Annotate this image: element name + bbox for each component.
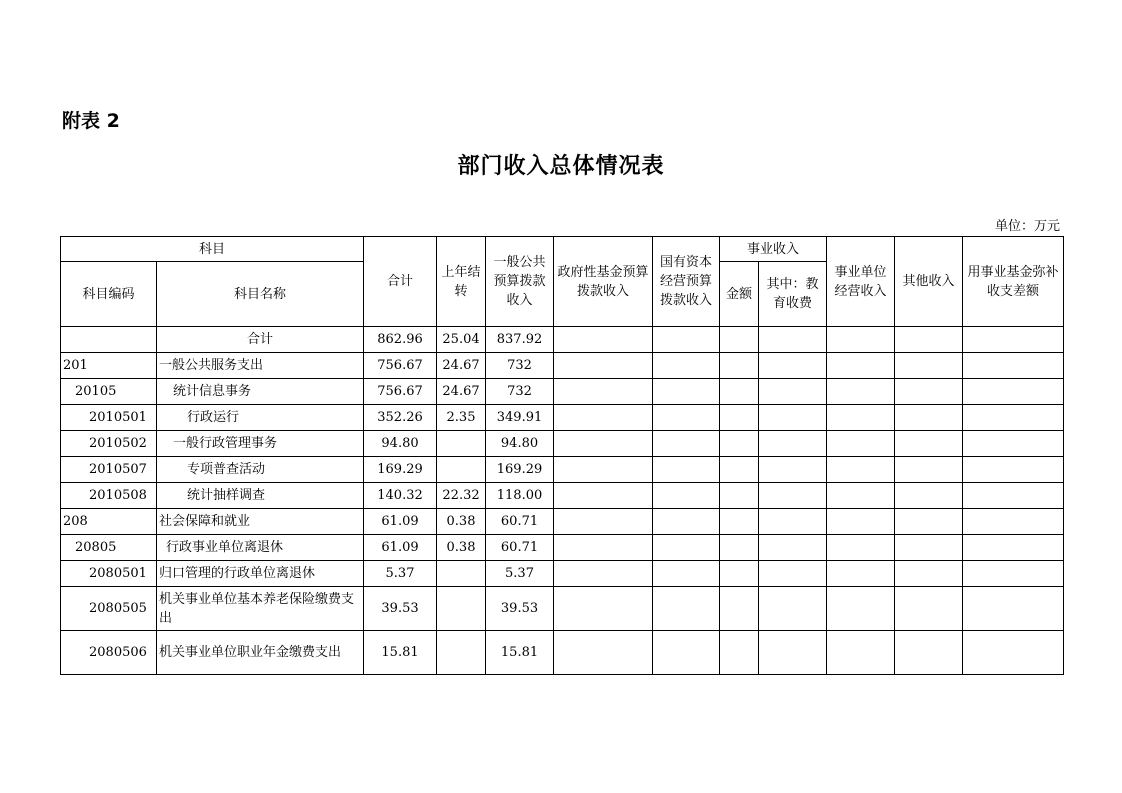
general-budget-cell: 60.71 (486, 535, 554, 561)
subject-name-cell: 一般行政管理事务 (157, 431, 364, 457)
header-state-capital: 国有资本经营预算拨款收入 (653, 237, 720, 327)
general-budget-cell: 5.37 (486, 561, 554, 587)
table-row (61, 379, 1064, 405)
subject-name-cell: 机关事业单位基本养老保险缴费支出 (157, 587, 364, 631)
table-row (61, 353, 1064, 379)
general-budget-cell: 349.91 (486, 405, 554, 431)
table-row (61, 587, 1064, 631)
carryover-cell: 24.67 (437, 379, 486, 405)
subject-code-cell: 20105 (61, 379, 157, 405)
total-code-cell (61, 327, 157, 353)
header-fund-offset: 用事业基金弥补收支差额 (963, 237, 1064, 327)
header-subject-code: 科目编码 (61, 262, 157, 327)
total-cell: 61.09 (364, 509, 437, 535)
carryover-cell (437, 561, 486, 587)
total-carryover-cell: 25.04 (437, 327, 486, 353)
subject-code-cell: 2010501 (61, 405, 157, 431)
carryover-cell: 2.35 (437, 405, 486, 431)
general-budget-cell: 732 (486, 353, 554, 379)
header-of-which-education-fees: 其中：教育收费 (759, 262, 827, 327)
header-gov-fund: 政府性基金预算拨款收入 (554, 237, 653, 327)
general-budget-cell: 39.53 (486, 587, 554, 631)
total-general-budget-cell: 837.92 (486, 327, 554, 353)
general-budget-cell: 15.81 (486, 631, 554, 675)
subject-name-cell: 行政运行 (157, 405, 364, 431)
subject-code-cell: 2010508 (61, 483, 157, 509)
total-cell: 169.29 (364, 457, 437, 483)
total-cell: 94.80 (364, 431, 437, 457)
table-row (61, 405, 1064, 431)
subject-name-cell: 一般公共服务支出 (157, 353, 364, 379)
carryover-cell: 0.38 (437, 535, 486, 561)
subject-name-cell: 社会保障和就业 (157, 509, 364, 535)
table-row (61, 535, 1064, 561)
subject-code-cell: 201 (61, 353, 157, 379)
header-general-budget: 一般公共预算拨款收入 (486, 237, 554, 327)
subject-code-cell: 2010507 (61, 457, 157, 483)
carryover-cell (437, 631, 486, 675)
subject-name-cell: 统计抽样调查 (157, 483, 364, 509)
header-subject-name: 科目名称 (157, 262, 364, 327)
carryover-cell: 0.38 (437, 509, 486, 535)
page-title: 部门收入总体情况表 (457, 154, 665, 179)
table-row (61, 631, 1064, 675)
subject-name-cell: 行政事业单位离退休 (157, 535, 364, 561)
header-business-income: 事业收入 (720, 237, 827, 262)
total-cell: 15.81 (364, 631, 437, 675)
general-budget-cell: 169.29 (486, 457, 554, 483)
carryover-cell (437, 587, 486, 631)
subject-name-cell: 专项普查活动 (157, 457, 364, 483)
table-row (61, 457, 1064, 483)
general-budget-cell: 118.00 (486, 483, 554, 509)
general-budget-cell: 732 (486, 379, 554, 405)
header-subject: 科目 (61, 237, 364, 262)
total-cell: 756.67 (364, 379, 437, 405)
total-cell: 140.32 (364, 483, 437, 509)
carryover-cell (437, 431, 486, 457)
carryover-cell (437, 457, 486, 483)
header-total: 合计 (364, 237, 437, 327)
subject-code-cell: 2080506 (61, 631, 157, 675)
total-cell: 756.67 (364, 353, 437, 379)
subject-code-cell: 2080505 (61, 587, 157, 631)
subject-code-cell: 20805 (61, 535, 157, 561)
subject-name-cell: 机关事业单位职业年金缴费支出 (157, 631, 364, 675)
attachment-label: 附表 2 (62, 110, 120, 132)
general-budget-cell: 60.71 (486, 509, 554, 535)
subject-code-cell: 208 (61, 509, 157, 535)
table-row (61, 509, 1064, 535)
total-row (61, 327, 1064, 353)
table-row (61, 431, 1064, 457)
table-row (61, 561, 1064, 587)
subject-name-cell: 归口管理的行政单位离退休 (157, 561, 364, 587)
table-row (61, 483, 1064, 509)
income-table (60, 236, 1064, 675)
total-name-cell: 合计 (157, 327, 364, 353)
header-operating-income: 事业单位经营收入 (827, 237, 895, 327)
carryover-cell: 22.32 (437, 483, 486, 509)
total-sum-cell: 862.96 (364, 327, 437, 353)
total-cell: 5.37 (364, 561, 437, 587)
general-budget-cell: 94.80 (486, 431, 554, 457)
total-cell: 352.26 (364, 405, 437, 431)
header-amount: 金额 (720, 262, 759, 327)
header-other-income: 其他收入 (895, 237, 963, 327)
unit-label: 单位：万元 (994, 219, 1060, 234)
carryover-cell: 24.67 (437, 353, 486, 379)
subject-code-cell: 2010502 (61, 431, 157, 457)
subject-name-cell: 统计信息事务 (157, 379, 364, 405)
header-carryover: 上年结转 (437, 237, 486, 327)
total-cell: 61.09 (364, 535, 437, 561)
subject-code-cell: 2080501 (61, 561, 157, 587)
total-cell: 39.53 (364, 587, 437, 631)
